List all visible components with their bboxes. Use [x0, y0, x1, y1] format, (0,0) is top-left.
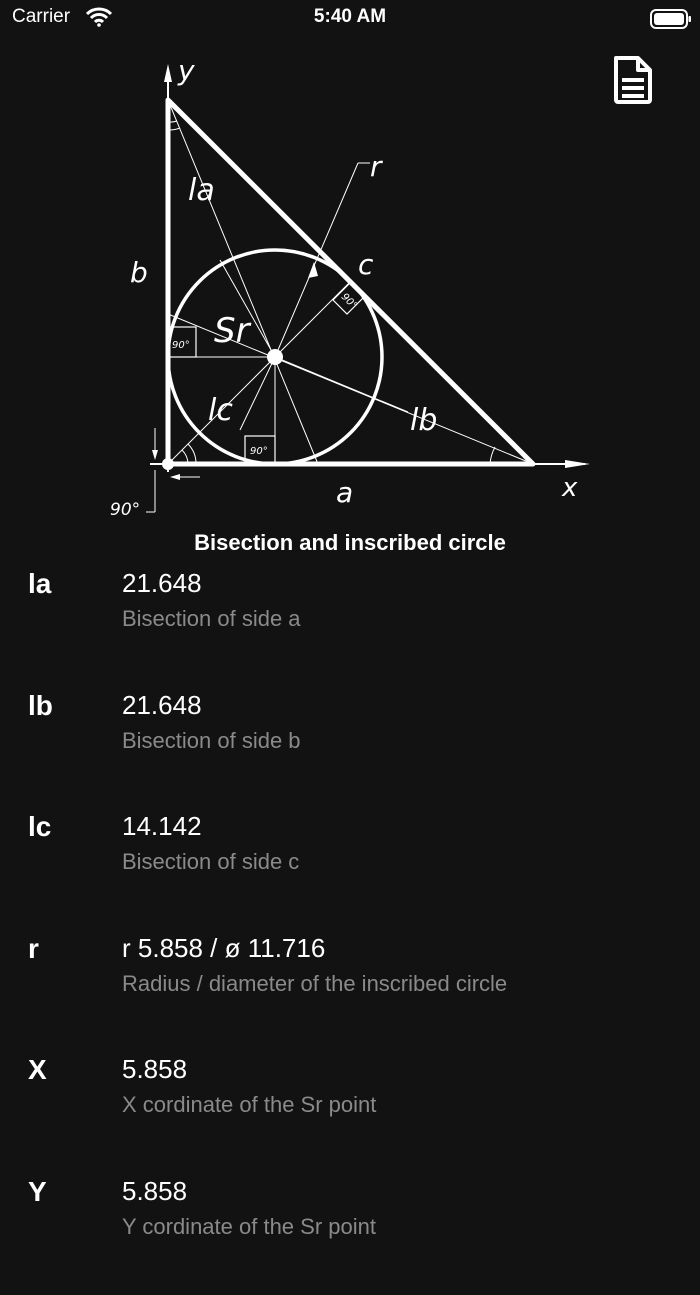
result-row-lc[interactable]: [0, 809, 700, 931]
result-row-lb[interactable]: [0, 688, 700, 810]
result-key: lb: [28, 690, 53, 722]
x-axis-arrow: [565, 460, 590, 468]
result-key: lc: [28, 811, 51, 843]
status-bar: [0, 0, 700, 36]
carrier-label: Carrier: [12, 6, 70, 28]
y-axis-arrow: [164, 64, 172, 82]
result-value: 5.858: [122, 1054, 187, 1085]
result-description: Radius / diameter of the inscribed circle: [122, 971, 507, 997]
result-key: X: [28, 1054, 47, 1086]
battery-icon: [650, 9, 692, 29]
label-c: c: [358, 248, 374, 281]
result-description: X cordinate of the Sr point: [122, 1092, 376, 1118]
radius-arrow: [308, 262, 318, 278]
incenter-point: [267, 349, 283, 365]
angle-label-bottom: 90°: [250, 446, 268, 457]
bisector-la: [168, 100, 318, 464]
x-axis-label: x: [561, 473, 578, 503]
result-description: Bisection of side c: [122, 849, 299, 875]
result-key: la: [28, 568, 51, 600]
radius-leader: [275, 163, 358, 357]
label-lc: lc: [208, 393, 233, 428]
result-row-x[interactable]: [0, 1052, 700, 1174]
status-time: 5:40 AM: [0, 6, 700, 28]
result-description: Bisection of side a: [122, 606, 301, 632]
triangle-diagram: [0, 50, 700, 528]
angle-label-left: 90°: [172, 340, 190, 351]
result-description: Bisection of side b: [122, 728, 301, 754]
result-description: Y cordinate of the Sr point: [122, 1214, 376, 1240]
diagram-title: Bisection and inscribed circle: [0, 530, 700, 556]
label-sr: Sr: [214, 311, 252, 351]
result-value: 21.648: [122, 690, 202, 721]
result-value: 21.648: [122, 568, 202, 599]
angle-label-origin: 90°: [110, 500, 140, 520]
result-value: 5.858: [122, 1176, 187, 1207]
y-axis-label: y: [177, 54, 195, 87]
result-row-r[interactable]: [0, 931, 700, 1053]
label-lb: lb: [410, 403, 437, 438]
results-list: [0, 566, 700, 1295]
result-key: r: [28, 933, 39, 965]
result-row-la[interactable]: [0, 566, 700, 688]
result-key: Y: [28, 1176, 47, 1208]
result-value: 14.142: [122, 811, 202, 842]
bisector-lc: [168, 282, 350, 464]
label-la: la: [188, 173, 215, 208]
angle-label-hyp: 90°: [339, 292, 359, 312]
result-value: r 5.858 / ø 11.716: [122, 933, 325, 964]
origin-point: [162, 458, 174, 470]
label-a: a: [336, 476, 353, 509]
result-row-y[interactable]: [0, 1174, 700, 1295]
label-b: b: [130, 256, 148, 289]
label-r: r: [370, 150, 383, 183]
